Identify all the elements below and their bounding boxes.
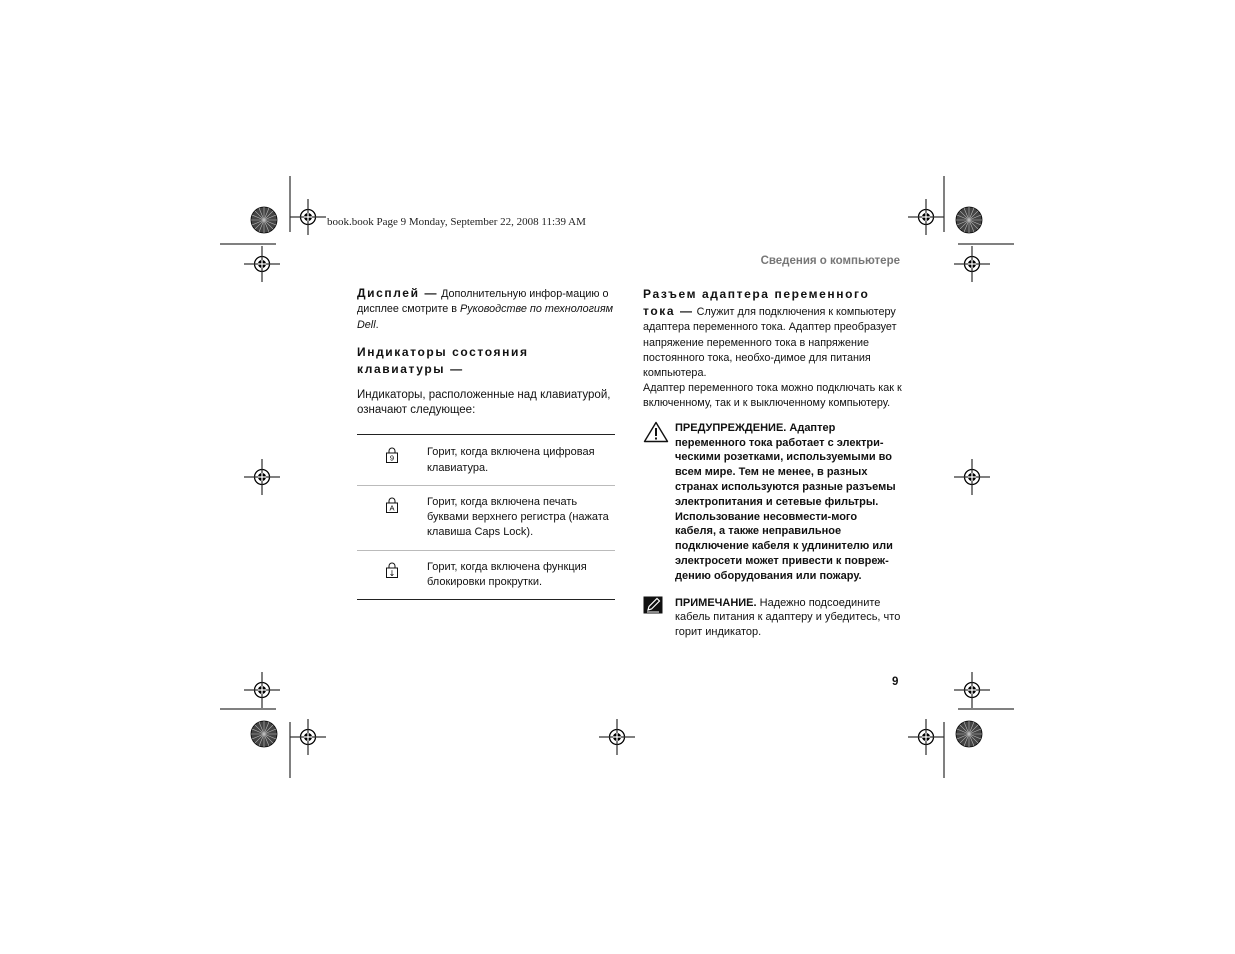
indicator-description: Горит, когда включена цифровая клавиатура. — [427, 446, 595, 474]
caps-lock-icon — [384, 497, 400, 513]
right-column — [643, 286, 905, 640]
left-column — [357, 286, 615, 600]
display-text-end: . — [375, 318, 379, 331]
adapter-heading: Разъем адаптера переменного тока — — [643, 287, 870, 319]
adapter-text: Служит для подключения к компьютеру адаптера переменного тока. Адаптер преобразует напряжение переменного тока в напряжение постоянного тока, необхо-димое для питания компьютера. — [643, 306, 897, 380]
note-pencil-icon — [643, 596, 663, 614]
note-text: Надежно подсоедините кабель питания к адаптеру и убедитесь, что горит индикатор. — [675, 596, 901, 639]
table-row — [357, 550, 615, 599]
indicator-table — [357, 434, 615, 599]
note-block — [643, 596, 905, 640]
print-slug: book.book Page 9 Monday, September 22, 2008 11:39 AM — [327, 216, 586, 228]
indicator-description: Горит, когда включена печать буквами верхнего регистра (нажата клавиша Caps Lock). — [427, 495, 609, 539]
note-label: ПРИМЕЧАНИЕ. — [675, 596, 757, 609]
adapter-paragraph — [643, 286, 905, 381]
num-lock-icon — [384, 447, 400, 463]
indicator-description: Горит, когда включена функция блокировки прокрутки. — [427, 560, 587, 588]
caps-lock-glyph: A — [389, 503, 395, 513]
scroll-lock-icon — [384, 562, 400, 578]
page-number: 9 — [892, 676, 899, 688]
display-heading: Дисплей — — [357, 286, 439, 300]
keyboard-intro: Индикаторы, расположенные над клавиатурой, означают следующее: — [357, 388, 611, 417]
num-lock-glyph: 9 — [389, 454, 395, 464]
keyboard-heading: Индикаторы состояния клавиатуры — — [357, 344, 529, 376]
running-head: Сведения о компьютере — [760, 255, 900, 267]
adapter-text-2: Адаптер переменного тока можно подключать как к включенному, так и к выключенному компьютеру. — [643, 382, 902, 410]
table-row — [357, 435, 615, 484]
warning-triangle-icon — [643, 421, 669, 443]
display-paragraph — [357, 286, 615, 333]
warning-text: ПРЕДУПРЕЖДЕНИЕ. Адаптер переменного тока работает с электри-ческими розетками, используемыми во всем мире. Тем не менее, в разных странах используются разные разъемы электропитания и сетевые фильтры. Использование несовмести-мого кабеля, а также неправильное подключение кабеля к удлинителю или электросети может привести к повреж-дению оборудования или пожару. — [675, 421, 896, 582]
display-text: Дополнительную инфор-мацию о дисплее смотрите в — [357, 288, 609, 316]
warning-block — [643, 421, 905, 584]
display-text-italic: Руководстве по технологиям Dell — [357, 303, 614, 331]
table-row — [357, 485, 615, 550]
scroll-lock-glyph: ↓ — [388, 568, 396, 578]
